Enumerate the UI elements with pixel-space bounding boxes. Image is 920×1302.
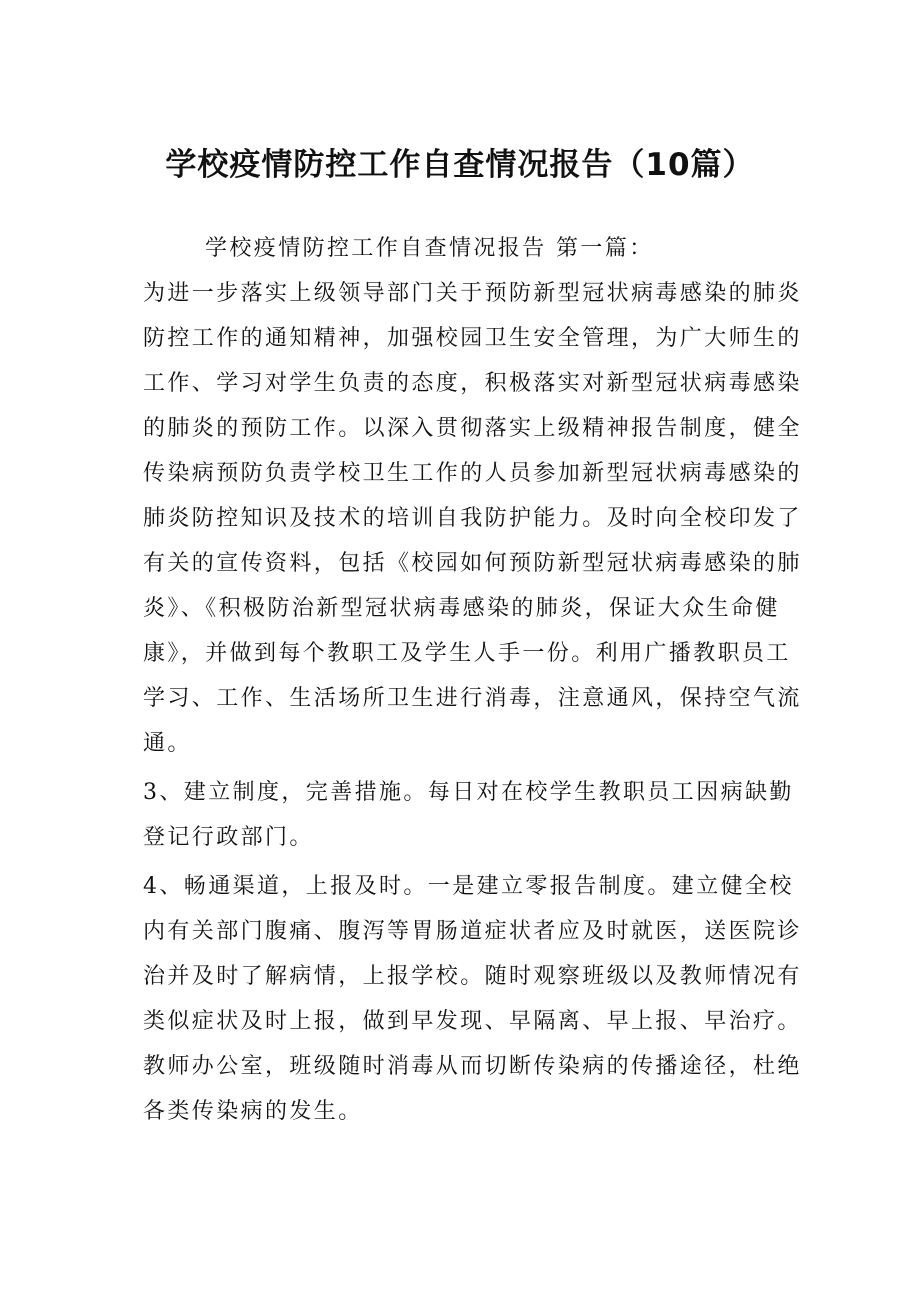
paragraph-item-3: 3、建立制度，完善措施。每日对在校学生教职员工因病缺勤登记行政部门。 bbox=[143, 780, 794, 850]
paragraph-intro: 为进一步落实上级领导部门关于预防新型冠状病毒感染的肺炎防控工作的通知精神，加强校园卫生安全管理，为广大师生的工作、学习对学生负责的态度，积极落实对新型冠状病毒感染的肺炎的预防工作。以深入贯彻落实上级精神报告制度，健全传染病预防负责学校卫生工作的人员参加新型冠状病毒感染的肺炎防控知识及技术的培训自我防护能力。及时向全校印发了有关的宣传资料，包括《校园如何预防新型冠状病毒感染的肺炎》、《积极防治新型冠状病毒感染的肺炎，保证大众生命健康》，并做到每个教职工及学生人手一份。利用广播教职员工学习、工作、生活场所卫生进行消毒，注意通风，保持空气流通。 bbox=[143, 281, 802, 756]
paragraph-item-4: 4、畅通渠道，上报及时。一是建立零报告制度。建立健全校内有关部门腹痛、腹泻等胃肠道症状者应及时就医，送医院诊治并及时了解病情，上报学校。随时观察班级以及教师情况有类似症状及时上报，做到早发现、早隔离、早上报、早治疗。教师办公室，班级随时消毒从而切断传染病的传播途径，杜绝各类传染病的发生。 bbox=[143, 874, 802, 1124]
document-title: 学校疫情防控工作自查情况报告（10篇） bbox=[165, 147, 755, 183]
section-heading: 学校疫情防控工作自查情况报告 第一篇： bbox=[205, 236, 654, 261]
document-body bbox=[143, 226, 803, 1134]
